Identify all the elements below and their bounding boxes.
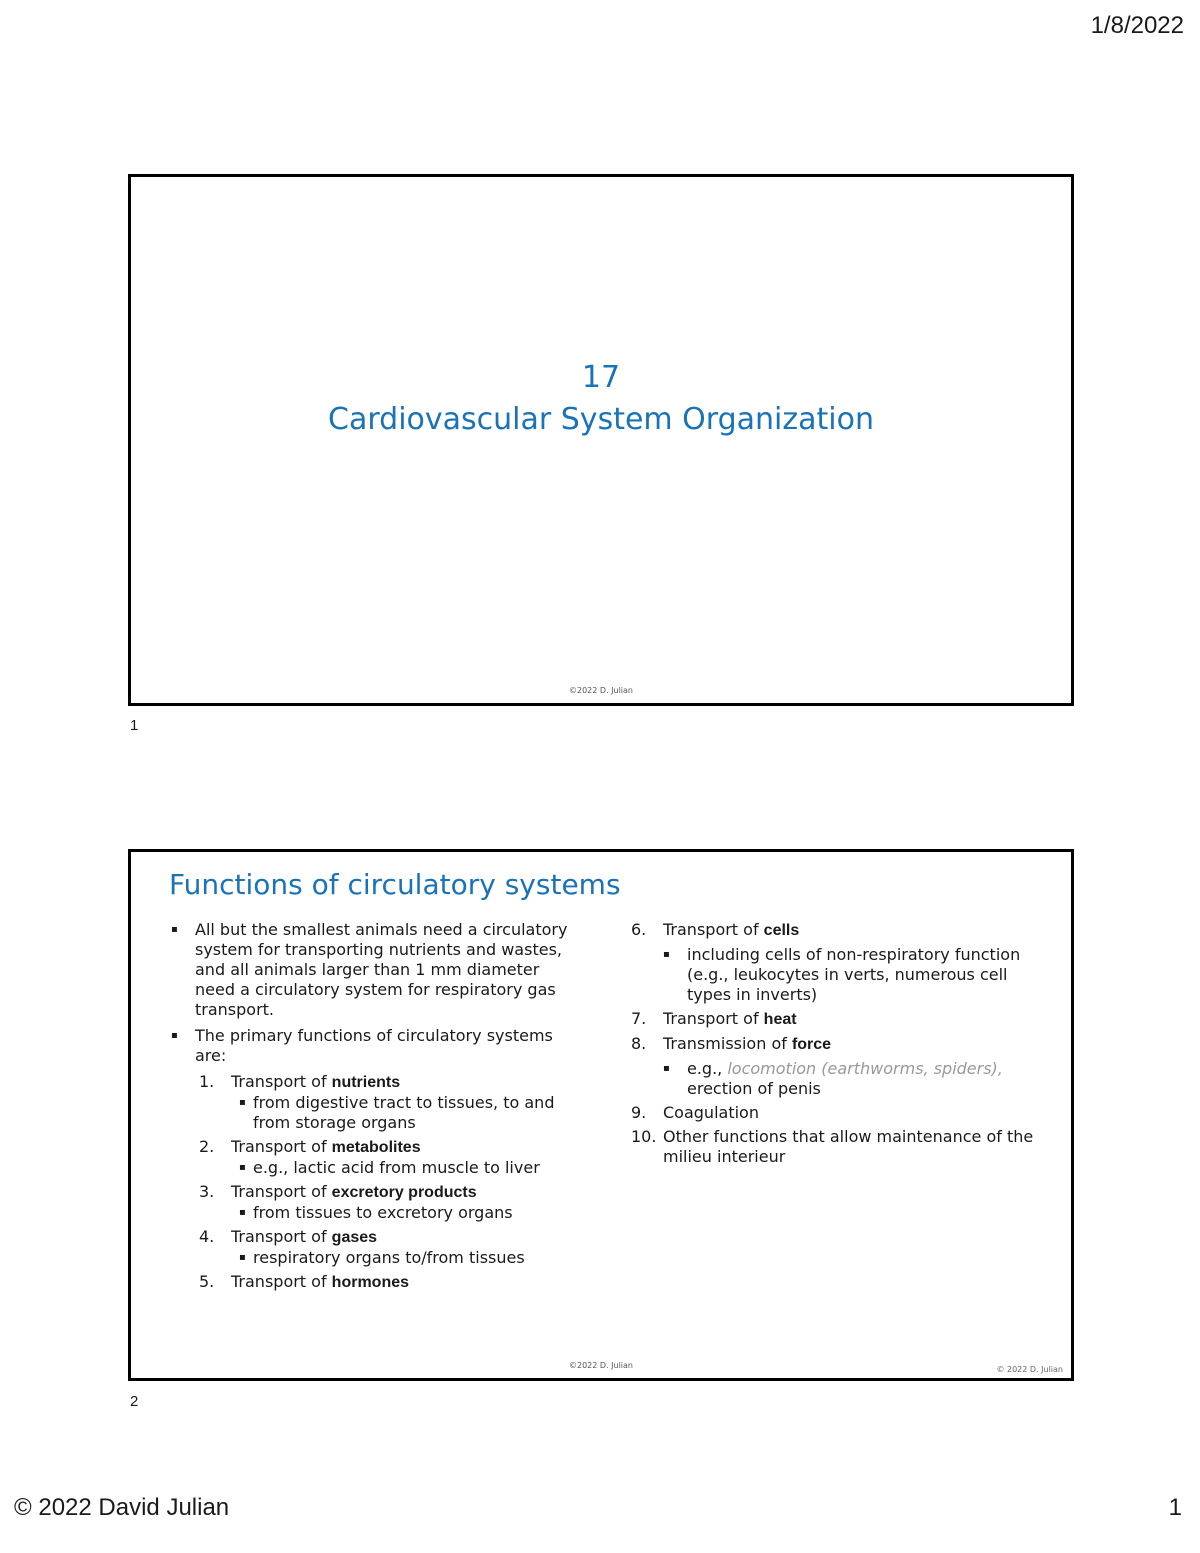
right-column	[627, 920, 1037, 1171]
sub-item	[627, 1059, 1037, 1099]
list-item	[167, 1072, 577, 1093]
slide-1-footer: ©2022 D. Julian	[569, 686, 633, 695]
item-keyword: hormones	[331, 1274, 410, 1291]
slide-2-corner-footer: © 2022 D. Julian	[996, 1365, 1063, 1374]
chapter-title: Cardiovascular System Organization	[328, 402, 874, 437]
sub-item: ▪ from digestive tract to tissues, to and from storage organs	[167, 1093, 577, 1133]
sub-prefix: e.g.,	[687, 1059, 728, 1078]
item-text: Coagulation	[663, 1103, 759, 1122]
list-item	[167, 1137, 577, 1158]
item-number: 4.	[199, 1227, 215, 1246]
item-number: 7.	[631, 1009, 647, 1028]
sub-item: ▪ including cells of non-respiratory function (e.g., leukocytes in verts, numerous cell types in inverts)	[627, 945, 1037, 1005]
page-date: 1/8/2022	[1090, 12, 1184, 39]
item-keyword: nutrients	[331, 1074, 401, 1091]
slide-1-label: 1	[130, 717, 139, 734]
item-prefix: Transport of	[231, 1137, 332, 1156]
list-item	[627, 1034, 1037, 1055]
item-number: 10.	[631, 1127, 657, 1146]
sub-item: ▪ respiratory organs to/from tissues	[167, 1248, 577, 1268]
sub-suffix: erection of penis	[687, 1079, 821, 1098]
page-number: 1	[1168, 1494, 1182, 1521]
item-number: 3.	[199, 1182, 215, 1201]
list-item	[167, 1272, 577, 1293]
slide-1	[128, 174, 1074, 706]
item-keyword: excretory products	[331, 1184, 477, 1201]
slide-2-label: 2	[130, 1393, 139, 1410]
list-item	[167, 1227, 577, 1248]
slide-1-title-block	[131, 357, 1071, 441]
item-number: 1.	[199, 1072, 215, 1091]
chapter-number: 17	[581, 360, 621, 395]
item-keyword: heat	[763, 1011, 797, 1028]
item-keyword: force	[791, 1036, 832, 1053]
left-column	[167, 920, 577, 1293]
slide-2-title: Functions of circulatory systems	[169, 868, 621, 901]
item-number: 2.	[199, 1137, 215, 1156]
list-item	[627, 1009, 1037, 1030]
item-prefix: Transport of	[231, 1272, 332, 1291]
slide-2-footer: ©2022 D. Julian	[569, 1361, 633, 1370]
item-prefix: Transport of	[231, 1072, 332, 1091]
item-prefix: Transport of	[231, 1227, 332, 1246]
item-keyword: cells	[763, 922, 800, 939]
item-number: 5.	[199, 1272, 215, 1291]
sub-item: ▪ from tissues to excretory organs	[167, 1203, 577, 1223]
item-number: 6.	[631, 920, 647, 939]
item-prefix: Transport of	[663, 1009, 764, 1028]
sub-muted-text: locomotion (earthworms, spiders),	[727, 1059, 1003, 1078]
item-prefix: Transport of	[231, 1182, 332, 1201]
list-item	[627, 1103, 1037, 1123]
item-prefix: Transport of	[663, 920, 764, 939]
item-number: 8.	[631, 1034, 647, 1053]
item-keyword: gases	[331, 1229, 378, 1246]
bullet-intro: ▪ All but the smallest animals need a circulatory system for transporting nutrients and wastes, and all animals larger than 1 mm diameter need a circulatory system for respiratory gas transport.	[167, 920, 577, 1020]
item-prefix: Transmission of	[663, 1034, 792, 1053]
list-item	[627, 920, 1037, 941]
sub-item: ▪ e.g., lactic acid from muscle to liver	[167, 1158, 577, 1178]
list-item	[167, 1182, 577, 1203]
list-item	[627, 1127, 1037, 1167]
page-copyright: © 2022 David Julian	[14, 1494, 230, 1521]
item-number: 9.	[631, 1103, 647, 1122]
bullet-primary-functions: ▪ The primary functions of circulatory systems are:	[167, 1026, 577, 1066]
item-keyword: metabolites	[331, 1139, 421, 1156]
slide-2	[128, 849, 1074, 1381]
item-text: Other functions that allow maintenance of the milieu interieur	[663, 1127, 1034, 1166]
